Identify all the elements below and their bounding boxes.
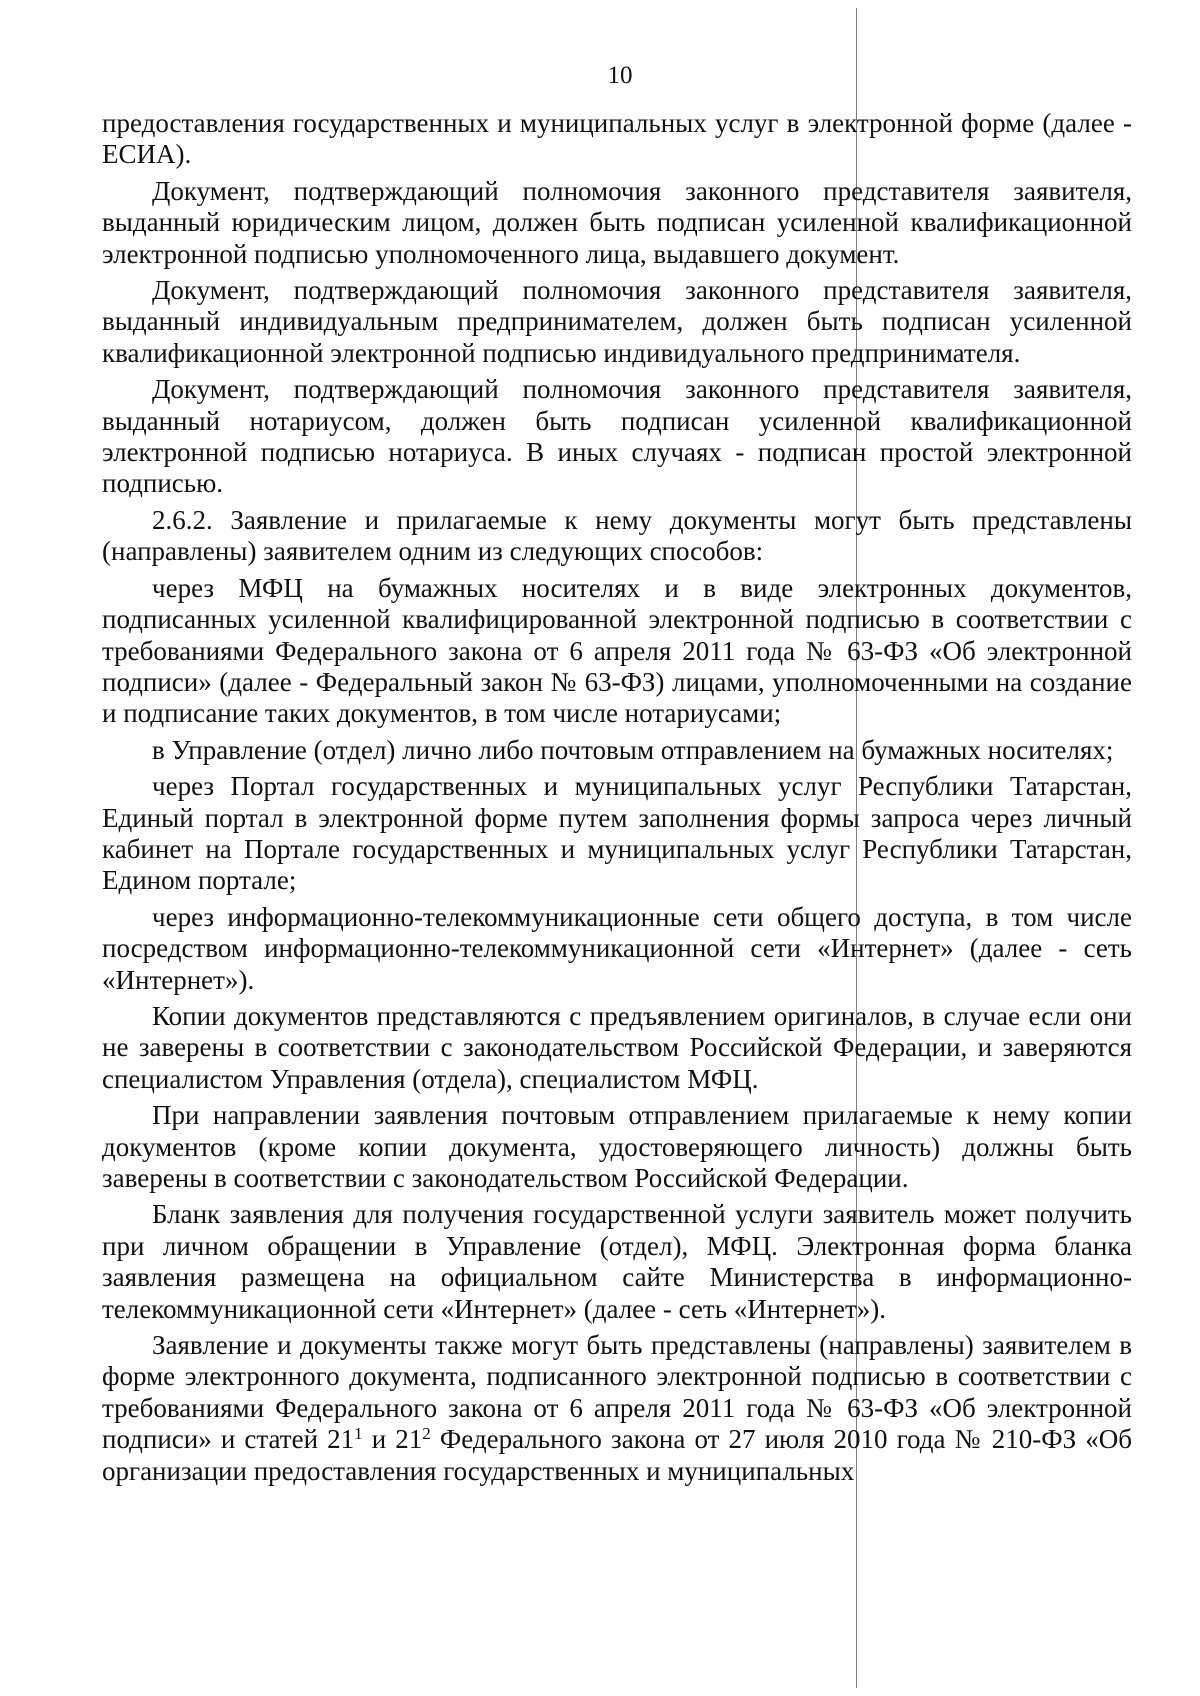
electronic-submission-text-2: и 21 [362, 1424, 423, 1455]
list-item-via-mfc: через МФЦ на бумажных носителях и в виде электронных документов, подписанных усиленной квалифицированной электронной подписью в соответствии с требованиями Федерального закона от 6 апреля 2011 года № 63-ФЗ «Об электронной подписи» (далее - Федеральный закон № 63-ФЗ) лицами, уполномоченными на создание и подписание таких документов, в том числе нотариусами; [102, 572, 1132, 729]
paragraph-notary-document: Документ, подтверждающий полномочия законного представителя заявителя, выданный нотариусом, должен быть подписан усиленной квалификационной электронной подписью нотариуса. В иных случаях - подписан простой электронной подписью. [102, 374, 1132, 499]
paragraph-postal-copies: При направлении заявления почтовым отправлением прилагаемые к нему копии документов (кроме копии документа, удостоверяющего личность) должны быть заверены в соответствии с законодательством Российской Федерации. [102, 1100, 1132, 1193]
electronic-submission-text-3: Федерального закона от 27 июля 2010 года № 210-ФЗ «Об организации предоставления государственных и муниципальных [102, 1424, 1132, 1486]
page-number: 10 [607, 62, 633, 89]
list-item-via-internet: через информационно-телекоммуникационные сети общего доступа, в том числе посредством информационно-телекоммуникационной сети «Интернет» (далее - сеть «Интернет»). [102, 901, 1132, 995]
electronic-submission-text-1: Заявление и документы также могут быть представлены (направлены) заявителем в форме электронного документа, подписанного электронной подписью в соответствии с требованиями Федерального закона от 6 апреля 2011 года № 63-ФЗ «Об электронной подписи» и статей 21 [102, 1330, 1132, 1455]
paragraph-submission-methods: 2.6.2. Заявление и прилагаемые к нему документы могут быть представлены (направлены) заявителем одним из следующих способов: [102, 504, 1132, 567]
superscript-article-2: 2 [422, 1424, 431, 1444]
paragraph-electronic-submission [102, 1330, 1132, 1487]
document-body [102, 108, 1132, 1487]
paragraph-application-form: Бланк заявления для получения государственной услуги заявитель может получить при личном обращении в Управление (отдел), МФЦ. Электронная форма бланка заявления размещена на официальном сайте Министерства в информационно-телекоммуникационной сети «Интернет» (далее - сеть «Интернет»). [102, 1199, 1132, 1324]
list-item-in-person-or-mail: в Управление (отдел) лично либо почтовым отправлением на бумажных носителях; [152, 734, 1114, 765]
paragraph-esia-continuation: предоставления государственных и муниципальных услуг в электронной форме (далее - ЕСИА). [102, 108, 1132, 170]
paragraph-document-copies: Копии документов представляются с предъявлением оригиналов, в случае если они не заверены в соответствии с законодательством Российской Федерации, и заверяются специалистом Управления (отдела), специалистом МФЦ. [102, 1000, 1132, 1094]
list-item-via-portal: через Портал государственных и муниципальных услуг Республики Татарстан, Единый портал в электронной форме путем заполнения формы запроса через личный кабинет на Портале государственных и муниципальных услуг Республики Татарстан, Едином портале; [102, 771, 1132, 896]
paragraph-entrepreneur-document: Документ, подтверждающий полномочия законного представителя заявителя, выданный индивидуальным предпринимателем, должен быть подписан усиленной квалификационной электронной подписью индивидуального предпринимателя. [102, 275, 1132, 368]
paragraph-legal-entity-document: Документ, подтверждающий полномочия законного представителя заявителя, выданный юридическим лицом, должен быть подписан усиленной квалификационной электронной подписью уполномоченного лица, выдавшего документ. [102, 175, 1132, 269]
superscript-article-1: 1 [354, 1424, 363, 1444]
